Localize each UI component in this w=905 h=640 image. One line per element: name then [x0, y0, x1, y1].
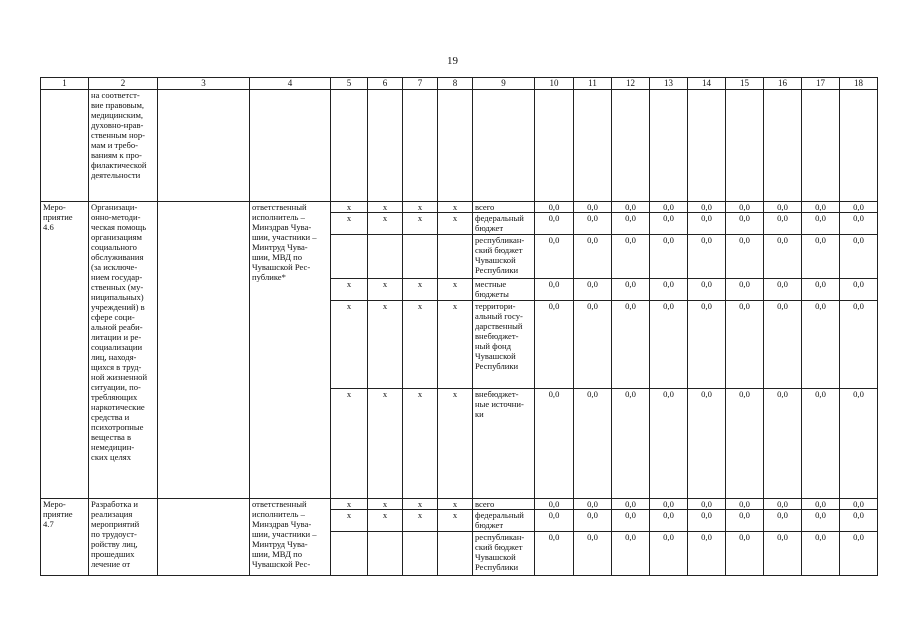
funding-value: 0,0: [650, 235, 688, 279]
funding-value: 0,0: [535, 532, 574, 576]
funding-source: всего: [473, 499, 535, 510]
funding-value: 0,0: [650, 213, 688, 235]
funding-value: 0,0: [764, 213, 802, 235]
funding-value: 0,0: [726, 499, 764, 510]
funding-value: 0,0: [726, 510, 764, 532]
budget-code-cell: x: [403, 301, 438, 389]
funding-value: 0,0: [726, 301, 764, 389]
budget-code-cell: x: [331, 510, 368, 532]
funding-value: 0,0: [574, 532, 612, 576]
funding-value: 0,0: [840, 213, 878, 235]
funding-value: 0,0: [650, 279, 688, 301]
budget-code-cell: [368, 532, 403, 576]
column-number-4: 4: [250, 78, 331, 90]
funding-value: 0,0: [726, 279, 764, 301]
col3-cell: [158, 90, 250, 202]
budget-code-cell: x: [331, 202, 368, 213]
funding-value: 0,0: [650, 499, 688, 510]
column-number-8: 8: [438, 78, 473, 90]
funding-value: 0,0: [840, 499, 878, 510]
funding-value: 0,0: [688, 499, 726, 510]
funding-value: 0,0: [840, 202, 878, 213]
column-number-6: 6: [368, 78, 403, 90]
funding-source: территори- альный госу- дарственный внебюджет- ный фонд Чувашской Республики: [473, 301, 535, 389]
funding-value: 0,0: [764, 202, 802, 213]
budget-code-cell: x: [368, 213, 403, 235]
budget-code-cell: x: [438, 389, 473, 499]
funding-value: 0,0: [574, 202, 612, 213]
funding-value: 0,0: [840, 389, 878, 499]
funding-source: всего: [473, 202, 535, 213]
funding-value: 0,0: [764, 532, 802, 576]
measure-title: Организаци- онно-методи- ческая помощь организациям социального обслуживания (за исключе- нием государ- ственных (му- ниципальных) учреждений) в сфере соци- альной реаби- литации и ре- социализации лиц, находя- щихся в труд- ной жизненной ситуации, по- требляющих наркотические средства и психотропные вещества в немедицин- ских целях: [89, 202, 158, 499]
budget-code-cell: x: [438, 279, 473, 301]
funding-value: 0,0: [612, 389, 650, 499]
executor-cell: [250, 90, 331, 202]
funding-value: 0,0: [574, 279, 612, 301]
budget-code-cell: [331, 235, 368, 279]
budget-code-cell: x: [331, 499, 368, 510]
funding-value: 0,0: [535, 510, 574, 532]
budget-code-cell: x: [368, 510, 403, 532]
funding-value: 0,0: [840, 279, 878, 301]
funding-value: 0,0: [650, 510, 688, 532]
budget-code-cell: x: [403, 213, 438, 235]
funding-value: 0,0: [802, 389, 840, 499]
budget-code-cell: [331, 532, 368, 576]
funding-value: 0,0: [574, 389, 612, 499]
funding-value: 0,0: [764, 499, 802, 510]
funding-value: 0,0: [612, 279, 650, 301]
budget-code-cell: x: [331, 279, 368, 301]
budget-code-cell: x: [368, 301, 403, 389]
funding-value: 0,0: [726, 532, 764, 576]
funding-value: 0,0: [612, 301, 650, 389]
column-number-1: 1: [41, 78, 89, 90]
column-number-18: 18: [840, 78, 878, 90]
budget-code-cell: x: [438, 301, 473, 389]
continuation-row: [41, 90, 878, 202]
executor-cell: ответственный исполнитель – Минздрав Чува- шии, участники – Минтруд Чува- шии, МВД по Чувашской Рес-: [250, 499, 331, 576]
budget-code-cell: x: [403, 389, 438, 499]
funding-value: 0,0: [840, 532, 878, 576]
funding-value: 0,0: [726, 235, 764, 279]
funding-value: 0,0: [574, 235, 612, 279]
funding-value: 0,0: [802, 213, 840, 235]
funding-value: 0,0: [764, 279, 802, 301]
funding-value: 0,0: [535, 389, 574, 499]
funding-source: федеральный бюджет: [473, 213, 535, 235]
funding-value: 0,0: [535, 213, 574, 235]
column-number-9: 9: [473, 78, 535, 90]
funding-value: 0,0: [802, 510, 840, 532]
funding-value: 0,0: [612, 510, 650, 532]
funding-value: 0,0: [688, 202, 726, 213]
col1-cell: [41, 90, 89, 202]
measure-title: Разработка и реализация мероприятий по трудоуст- ройству лиц, прошедших лечение от: [89, 499, 158, 576]
column-number-12: 12: [612, 78, 650, 90]
funding-value: 0,0: [764, 301, 802, 389]
funding-value: 0,0: [612, 235, 650, 279]
funding-value: 0,0: [726, 202, 764, 213]
measure-label: Меро- приятие 4.7: [41, 499, 89, 576]
funding-value: 0,0: [840, 510, 878, 532]
funding-row: [41, 499, 878, 510]
funding-value: 0,0: [802, 235, 840, 279]
funding-value: 0,0: [802, 499, 840, 510]
column-number-7: 7: [403, 78, 438, 90]
col3-cell: [158, 202, 250, 499]
funding-source: республикан- ский бюджет Чувашской Республики: [473, 235, 535, 279]
funding-value: 0,0: [688, 532, 726, 576]
measure-title-continuation: на соответст- вие правовым, медицинским, духовно-нрав- ственным нор- мам и требо- ваниям к про- филактической деятельности: [89, 90, 158, 202]
funding-value: 0,0: [688, 235, 726, 279]
funding-value: 0,0: [802, 202, 840, 213]
budget-code-cell: x: [438, 510, 473, 532]
funding-source: федеральный бюджет: [473, 510, 535, 532]
page-number: 19: [447, 55, 458, 67]
column-number-11: 11: [574, 78, 612, 90]
funding-value: 0,0: [574, 499, 612, 510]
measure-label: Меро- приятие 4.6: [41, 202, 89, 499]
column-number-3: 3: [158, 78, 250, 90]
funding-value: 0,0: [650, 389, 688, 499]
budget-code-cell: [438, 532, 473, 576]
budget-code-cell: x: [368, 279, 403, 301]
budget-code-cell: x: [331, 213, 368, 235]
program-table: [40, 77, 878, 576]
funding-value: 0,0: [612, 499, 650, 510]
funding-value: 0,0: [650, 301, 688, 389]
funding-value: 0,0: [612, 213, 650, 235]
column-number-13: 13: [650, 78, 688, 90]
funding-value: 0,0: [840, 235, 878, 279]
funding-value: 0,0: [535, 202, 574, 213]
budget-code-cell: x: [438, 202, 473, 213]
funding-source: республикан- ский бюджет Чувашской Республики: [473, 532, 535, 576]
budget-code-cell: x: [403, 499, 438, 510]
column-number-row: [41, 78, 878, 90]
budget-code-cell: x: [368, 202, 403, 213]
funding-value: 0,0: [840, 301, 878, 389]
column-number-5: 5: [331, 78, 368, 90]
budget-code-cell: x: [438, 499, 473, 510]
funding-value: 0,0: [764, 389, 802, 499]
funding-value: 0,0: [726, 389, 764, 499]
funding-value: 0,0: [535, 499, 574, 510]
col3-cell: [158, 499, 250, 576]
funding-source: местные бюджеты: [473, 279, 535, 301]
budget-code-cell: [403, 235, 438, 279]
column-number-10: 10: [535, 78, 574, 90]
funding-value: 0,0: [688, 213, 726, 235]
funding-row: [41, 202, 878, 213]
column-number-2: 2: [89, 78, 158, 90]
funding-value: 0,0: [574, 301, 612, 389]
funding-value: 0,0: [650, 202, 688, 213]
funding-value: 0,0: [802, 532, 840, 576]
funding-value: 0,0: [688, 279, 726, 301]
budget-code-cell: [368, 235, 403, 279]
column-number-17: 17: [802, 78, 840, 90]
funding-value: 0,0: [650, 532, 688, 576]
funding-value: 0,0: [688, 389, 726, 499]
funding-value: 0,0: [688, 301, 726, 389]
funding-value: 0,0: [802, 279, 840, 301]
column-number-14: 14: [688, 78, 726, 90]
executor-cell: ответственный исполнитель – Минздрав Чува- шии, участники – Минтруд Чува- шии, МВД по Чувашской Рес- публике*: [250, 202, 331, 499]
budget-code-cell: [403, 532, 438, 576]
funding-value: 0,0: [802, 301, 840, 389]
funding-value: 0,0: [764, 235, 802, 279]
budget-code-cell: x: [438, 213, 473, 235]
funding-value: 0,0: [688, 510, 726, 532]
column-number-15: 15: [726, 78, 764, 90]
budget-code-cell: x: [403, 279, 438, 301]
budget-code-cell: x: [331, 301, 368, 389]
budget-code-cell: x: [331, 389, 368, 499]
funding-value: 0,0: [574, 510, 612, 532]
funding-value: 0,0: [535, 279, 574, 301]
budget-code-cell: x: [403, 202, 438, 213]
funding-value: 0,0: [574, 213, 612, 235]
funding-value: 0,0: [764, 510, 802, 532]
budget-code-cell: x: [368, 389, 403, 499]
funding-value: 0,0: [612, 532, 650, 576]
funding-value: 0,0: [612, 202, 650, 213]
funding-source: внебюджет- ные источни- ки: [473, 389, 535, 499]
funding-value: 0,0: [726, 213, 764, 235]
budget-code-cell: x: [368, 499, 403, 510]
budget-code-cell: [438, 235, 473, 279]
funding-value: 0,0: [535, 235, 574, 279]
funding-value: 0,0: [535, 301, 574, 389]
column-number-16: 16: [764, 78, 802, 90]
budget-code-cell: x: [403, 510, 438, 532]
